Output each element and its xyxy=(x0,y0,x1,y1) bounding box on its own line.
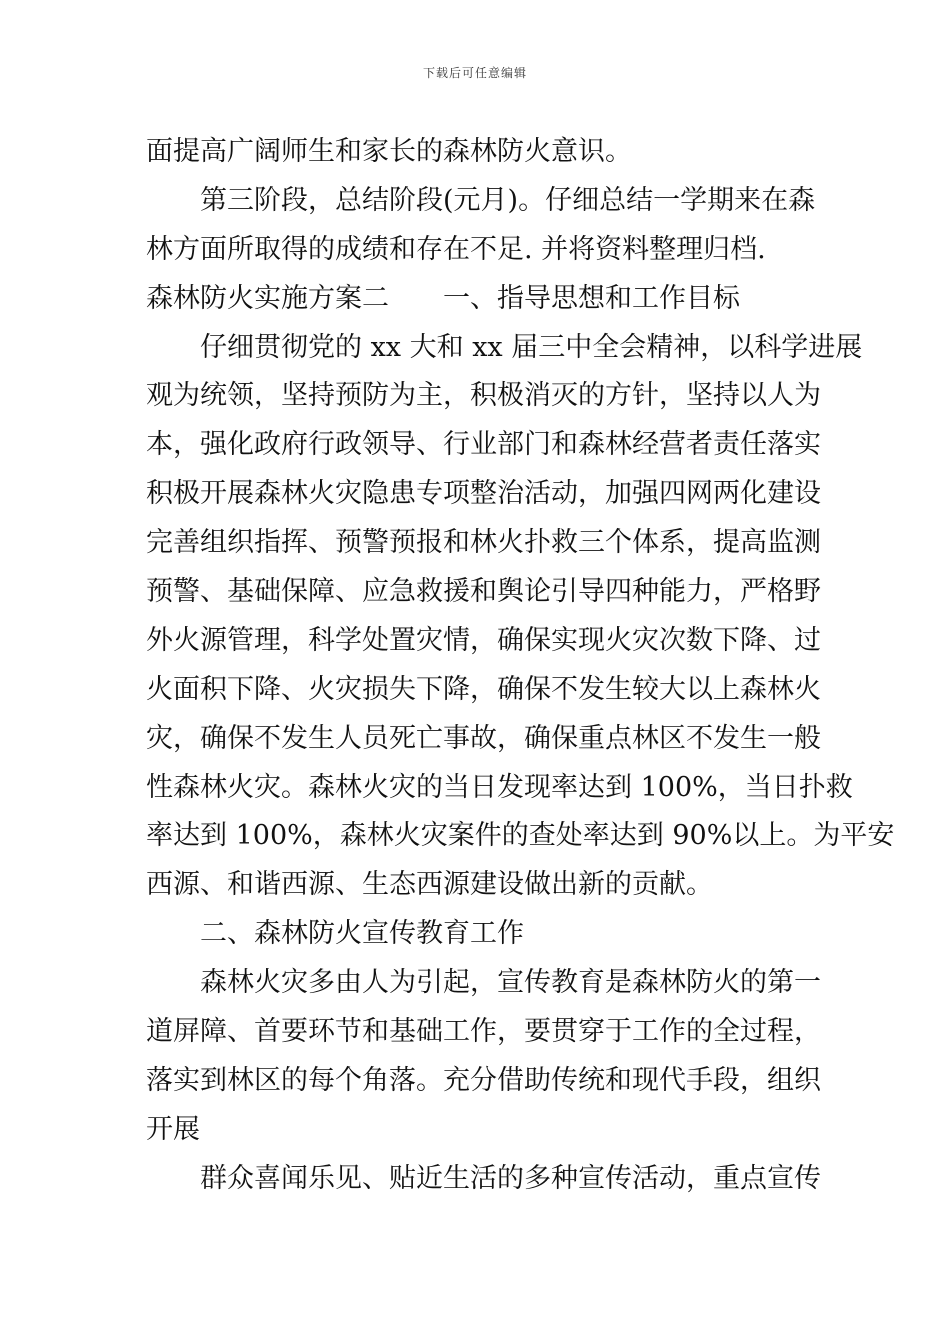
paragraph-line: 率达到 100%，森林火灾案件的查处率达到 90%以上。为平安 xyxy=(146,820,895,852)
paragraph-line: 火面积下降、火灾损失下降，确保不发生较大以上森林火 xyxy=(146,673,821,705)
paragraph-line: 森林火灾多由人为引起，宣传教育是森林防火的第一 xyxy=(200,967,821,999)
paragraph-line: 积极开展森林火灾隐患专项整治活动，加强四网两化建设 xyxy=(146,478,821,510)
paragraph-line: 西源、和谐西源、生态西源建设做出新的贡献。 xyxy=(146,869,713,901)
paragraph-line: 本，强化政府行政领导、行业部门和森林经营者责任落实 xyxy=(146,429,821,461)
paragraph-line: 仔细贯彻党的 xx 大和 xx 届三中全会精神，以科学进展 xyxy=(200,331,863,363)
page-header: 下载后可任意编辑 xyxy=(422,66,527,80)
paragraph-line: 性森林火灾。森林火灾的当日发现率达到 100%，当日扑救 xyxy=(146,771,853,803)
paragraph-line: 第三阶段，总结阶段(元月)。仔细总结一学期来在森 xyxy=(200,184,816,216)
paragraph-line: 灾，确保不发生人员死亡事故，确保重点林区不发生一般 xyxy=(146,722,821,754)
section-heading-line: 二、森林防火宣传教育工作 xyxy=(200,918,524,950)
body-text xyxy=(146,128,895,1204)
paragraph-line: 观为统领，坚持预防为主，积极消灭的方针，坚持以人为 xyxy=(146,380,821,412)
paragraph-line: 落实到林区的每个角落。充分借助传统和现代手段，组织 xyxy=(146,1064,821,1096)
paragraph-line: 道屏障、首要环节和基础工作，要贯穿于工作的全过程， xyxy=(146,1016,821,1048)
paragraph-line: 预警、基础保障、应急救援和舆论引导四种能力，严格野 xyxy=(146,576,821,608)
paragraph-line: 面提高广阔师生和家长的森林防火意识。 xyxy=(146,136,632,167)
paragraph-line: 完善组织指挥、预警预报和林火扑救三个体系，提高监测 xyxy=(146,527,821,559)
paragraph-line: 外火源管理，科学处置灾情，确保实现火灾次数下降、过 xyxy=(146,624,821,656)
section-heading-line: 森林防火实施方案二 一、指导思想和工作目标 xyxy=(146,282,740,314)
paragraph-line: 林方面所取得的成绩和存在不足. 并将资料整理归档. xyxy=(146,233,766,265)
paragraph-line: 开展 xyxy=(146,1113,200,1145)
paragraph-line: 群众喜闻乐见、贴近生活的多种宣传活动，重点宣传 xyxy=(200,1162,821,1194)
